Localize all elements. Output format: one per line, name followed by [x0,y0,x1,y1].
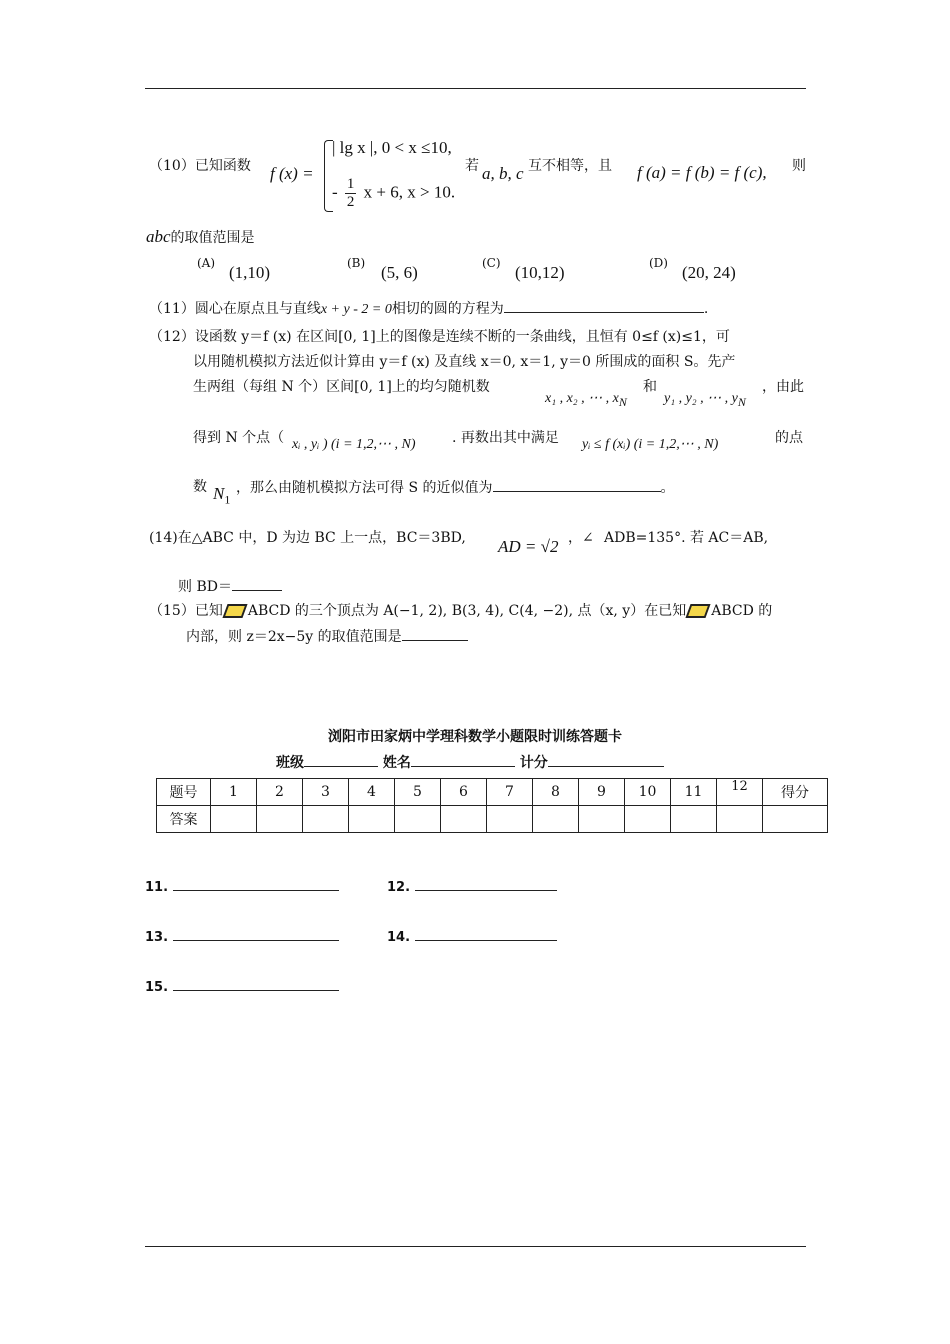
answer-cell[interactable] [671,806,717,833]
q12-n1: $N_1$ [213,484,231,507]
question-number: 1 [211,779,257,806]
question-number: 6 [441,779,487,806]
q14-blank[interactable] [232,576,282,591]
answer-cell[interactable] [303,806,349,833]
q12-point: xᵢ , yᵢ ) (i = 1,2,⋯ , N) [292,437,416,452]
answer-table [156,778,828,833]
q15-line1: （15）已知 ABCD 的三个顶点为 A(−1, 2), B(3, 4), C(4, −2), 点（x, y）在已知 ABCD 的 [149,603,773,619]
choice-c-label: (C) [482,256,501,270]
q10-function: f (x) = [270,164,314,183]
q12-line4c: 的点 [775,430,803,446]
q12-line5b: ，那么由随机模拟方法可得 S 的近似值为 。 [236,477,675,498]
card-info: 班级 姓名 计分 [276,752,664,772]
frac-num: 1 [346,176,355,192]
q10-mid: 互不相等，且 [528,158,612,174]
answer-blank[interactable] [415,876,557,891]
name-field[interactable] [411,752,515,767]
q12-line4b: . 再数出其中满足 [452,430,559,446]
q10-ruo: 若 [465,158,479,174]
answer-blank[interactable] [173,976,339,991]
q10-equation: f (a) = f (b) = f (c), [637,163,767,182]
q14-ad: AD = √2 [498,537,559,556]
answer-line-13: 13. [145,926,339,945]
q14-line1b: ADB=135°. 若 AC＝AB, [604,530,769,546]
choice-b-value: (5, 6) [381,263,418,282]
answer-cell[interactable] [579,806,625,833]
question-number: 5 [395,779,441,806]
bottom-rule [145,1246,806,1247]
question-number: 8 [533,779,579,806]
q12-line2: 以用随机模拟方法近似计算由 y＝f (x) 及直线 x＝0, x＝1, y＝0 所围成的面积 S。先产 [193,354,736,370]
answer-cell[interactable] [257,806,303,833]
question-number: 7 [487,779,533,806]
q12-line4: 得到 N 个点（ [193,430,285,446]
q14-line1: (14)在△ABC 中，D 为边 BC 上一点，BC＝3BD, [149,530,466,546]
q11: （11）圆心在原点且与直线x + y - 2 = 0相切的圆的方程为 . [149,298,708,320]
frac-den: 2 [346,194,355,210]
row-header: 答案 [157,806,211,833]
total-header: 得分 [763,779,828,806]
answer-line-15: 15. [145,976,339,995]
answer-line-12: 12. [387,876,557,895]
choice-d-value: (20, 24) [682,263,736,282]
q12-ys: y₁ , y₂ , ⋯ , $y_N$ [664,391,746,409]
score-cell[interactable] [763,806,828,833]
answer-cell[interactable] [441,806,487,833]
table-row [157,806,828,833]
choice-b-label: (B) [347,256,366,270]
row-header: 题号 [157,779,211,806]
question-number: 11 [671,779,717,806]
answer-cell[interactable] [395,806,441,833]
answer-blank[interactable] [173,926,339,941]
q12-he: 和 [643,379,657,395]
q14-angle: ，∠ [568,530,594,546]
q12-condition: yᵢ ≤ f (xᵢ) (i = 1,2,⋯ , N) [582,437,719,452]
q12-line1: （12）设函数 y＝f (x) 在区间[0, 1]上的图像是连续不断的一条曲线，且恒有 0≤f (x)≤1，可 [149,329,730,345]
q10-range: abc的取值范围是 [146,227,255,246]
answer-blank[interactable] [173,876,339,891]
q10-abc-vars: a, b, c [482,164,524,183]
choice-c-value: (10,12) [515,263,565,282]
answer-cell[interactable] [533,806,579,833]
q15-line2: 内部，则 z＝2x−5y 的取值范围是 [186,626,468,647]
q15-blank[interactable] [402,626,468,641]
q12-line3b: ，由此 [762,379,804,395]
top-rule [145,88,806,89]
score-field[interactable] [548,752,664,767]
answer-cell[interactable] [349,806,395,833]
answer-line-11: 11. [145,876,339,895]
answer-cell[interactable] [211,806,257,833]
answer-cell[interactable] [487,806,533,833]
q12-line5a: 数 [193,479,207,495]
answer-cell[interactable] [625,806,671,833]
q12-xs: x₁ , x₂ , ⋯ , $x_N$ [545,391,627,409]
parallelogram-icon [686,604,711,618]
choice-d-label: (D) [649,256,668,270]
card-title: 浏阳市田家炳中学理科数学小题限时训练答题卡 [328,729,622,745]
q10-case1: | lg x |, 0 < x ≤10, [332,138,452,157]
question-number: 12 [717,779,763,806]
question-number: 9 [579,779,625,806]
q10-intro: （10）已知函数 [149,158,251,174]
class-field[interactable] [304,752,378,767]
answer-line-14: 14. [387,926,557,945]
choice-a-label: (A) [197,256,216,270]
question-number: 2 [257,779,303,806]
choice-a-value: (1,10) [229,263,271,282]
q11-blank[interactable] [504,298,704,313]
question-number: 4 [349,779,395,806]
table-row [157,779,828,806]
parallelogram-icon [222,604,247,618]
q12-line3: 生两组（每组 N 个）区间[0, 1]上的均匀随机数 [193,379,490,395]
q12-blank[interactable] [493,477,661,492]
question-number: 10 [625,779,671,806]
answer-blank[interactable] [415,926,557,941]
q10-ze: 则 [792,158,806,174]
question-number: 3 [303,779,349,806]
q14-line2: 则 BD＝ [178,576,282,597]
q10-case2: - $\frac{1}{2}$ x + 6, x > 10. [332,176,456,210]
answer-cell[interactable] [717,806,763,833]
